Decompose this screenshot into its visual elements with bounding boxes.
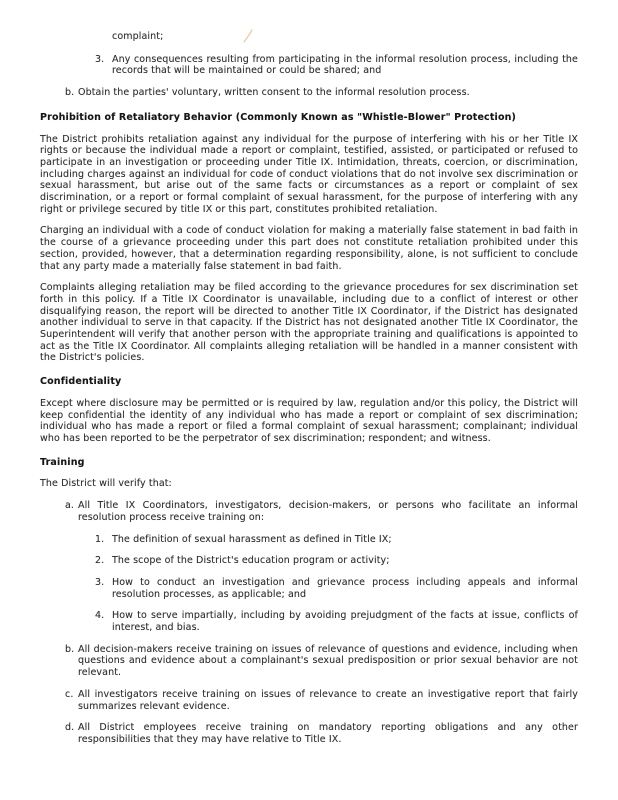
training-item-b — [65, 644, 578, 679]
item-number-label: 3. — [95, 576, 105, 588]
training-subitem-4 — [95, 610, 578, 633]
item-text: Any consequences resulting from participating in the informal resolution process, including the records that will be maintained or could be shared; and — [112, 53, 578, 77]
retaliation-paragraph-2: Charging an individual with a code of conduct violation for making a materially false statement in bad faith in the course of a grievance proceeding under this part does not constitute retaliation prohibited under this section, provided, however, that a determination regarding responsibility, alone, is not sufficient to conclude that any party made a materially false statement in bad faith. — [40, 225, 578, 272]
item-text: How to conduct an investigation and grievance process including appeals and informal resolution processes, as applicable; and — [112, 576, 578, 600]
confidentiality-paragraph: Except where disclosure may be permitted or is required by law, regulation and/or this policy, the District will keep confidential the identity of any individual who has made a report or complaint of sex discrimination; individual who has made a report or filed a formal complaint of sexual harassment; complainant; individual who has been reported to be the perpetrator of sex discrimination; respondent; and witness. — [40, 397, 578, 444]
item-number-label: 1. — [95, 533, 105, 545]
lettered-item-b — [65, 87, 578, 99]
item-text: The definition of sexual harassment as defined in Title IX; — [112, 533, 392, 545]
training-subitem-3 — [95, 577, 578, 600]
item-number-label: 2. — [95, 555, 105, 567]
item-text: All District employees receive training on mandatory reporting obligations and any other responsibilities that they may have relative to Title IX. — [78, 722, 578, 745]
numbered-item-3 — [95, 54, 578, 77]
item-letter-label: b. — [65, 87, 75, 99]
retaliation-paragraph-1: The District prohibits retaliation against any individual for the purpose of interfering with his or her Title IX rights or because the individual made a report or complaint, testified, assisted, or participated or refused to participate in an investigation or proceeding under Title IX. Intimidation, threats, coercion, or discrimination, including charges against an individual for code of conduct violations that do not involve sex discrimination or sexual harassment, but arise out of the same facts or circumstances as a report or complaint of sex discrimination, or a report or formal complaint of sexual harassment, for the purpose of interfering with any right or privilege secured by title IX or this part, constitutes prohibited retaliation. — [40, 133, 578, 215]
retaliation-paragraph-3: Complaints alleging retaliation may be filed according to the grievance procedures for sex discrimination set forth in this policy. If a Title IX Coordinator is unavailable, including due to a conflict of interest or other disqualifying reason, the report will be directed to another Title IX Coordinator, if the District has designated another individual to serve in that capacity. If the District has not designated another Title IX Coordinator, the Superintendent will verify that another person with the appropriate training and qualifications is appointed to act as the Title IX Coordinator. All complaints alleging retaliation will be handled in a manner consistent with the District's policies. — [40, 282, 578, 364]
item-text: All decision-makers receive training on issues of relevance of questions and evidence, including when questions and evidence about a complainant's sexual predisposition or prior sexual behavior are not relevant. — [78, 643, 578, 679]
item-letter-label: a. — [65, 500, 75, 512]
training-subitem-1 — [95, 534, 578, 546]
section-heading-retaliation: Prohibition of Retaliatory Behavior (Commonly Known as "Whistle-Blower" Protection) — [40, 111, 517, 123]
list-continuation-line: complaint; — [112, 31, 164, 42]
training-intro: The District will verify that: — [40, 478, 172, 490]
training-subitem-2 — [95, 555, 578, 567]
item-text: How to serve impartially, including by avoiding prejudgment of the facts at issue, conflicts of interest, and bias. — [112, 610, 578, 634]
training-item-c — [65, 689, 578, 712]
item-letter-label: d. — [65, 722, 75, 734]
item-letter-label: c. — [65, 688, 74, 700]
training-item-a — [65, 500, 578, 523]
training-item-d — [65, 722, 578, 745]
item-letter-label: b. — [65, 643, 75, 655]
item-number-label: 4. — [95, 610, 105, 622]
item-text: All investigators receive training on issues of relevance to create an investigative report that fairly summarizes relevant evidence. — [78, 688, 578, 712]
item-number-label: 3. — [95, 53, 105, 65]
item-text: The scope of the District's education program or activity; — [112, 555, 390, 567]
section-heading-confidentiality: Confidentiality — [40, 376, 122, 388]
section-heading-training: Training — [40, 456, 85, 468]
item-text: All Title IX Coordinators, investigators, decision-makers, or persons who facilitate an informal resolution process receive training on: — [78, 500, 578, 523]
item-text: Obtain the parties' voluntary, written consent to the informal resolution process. — [78, 87, 470, 99]
